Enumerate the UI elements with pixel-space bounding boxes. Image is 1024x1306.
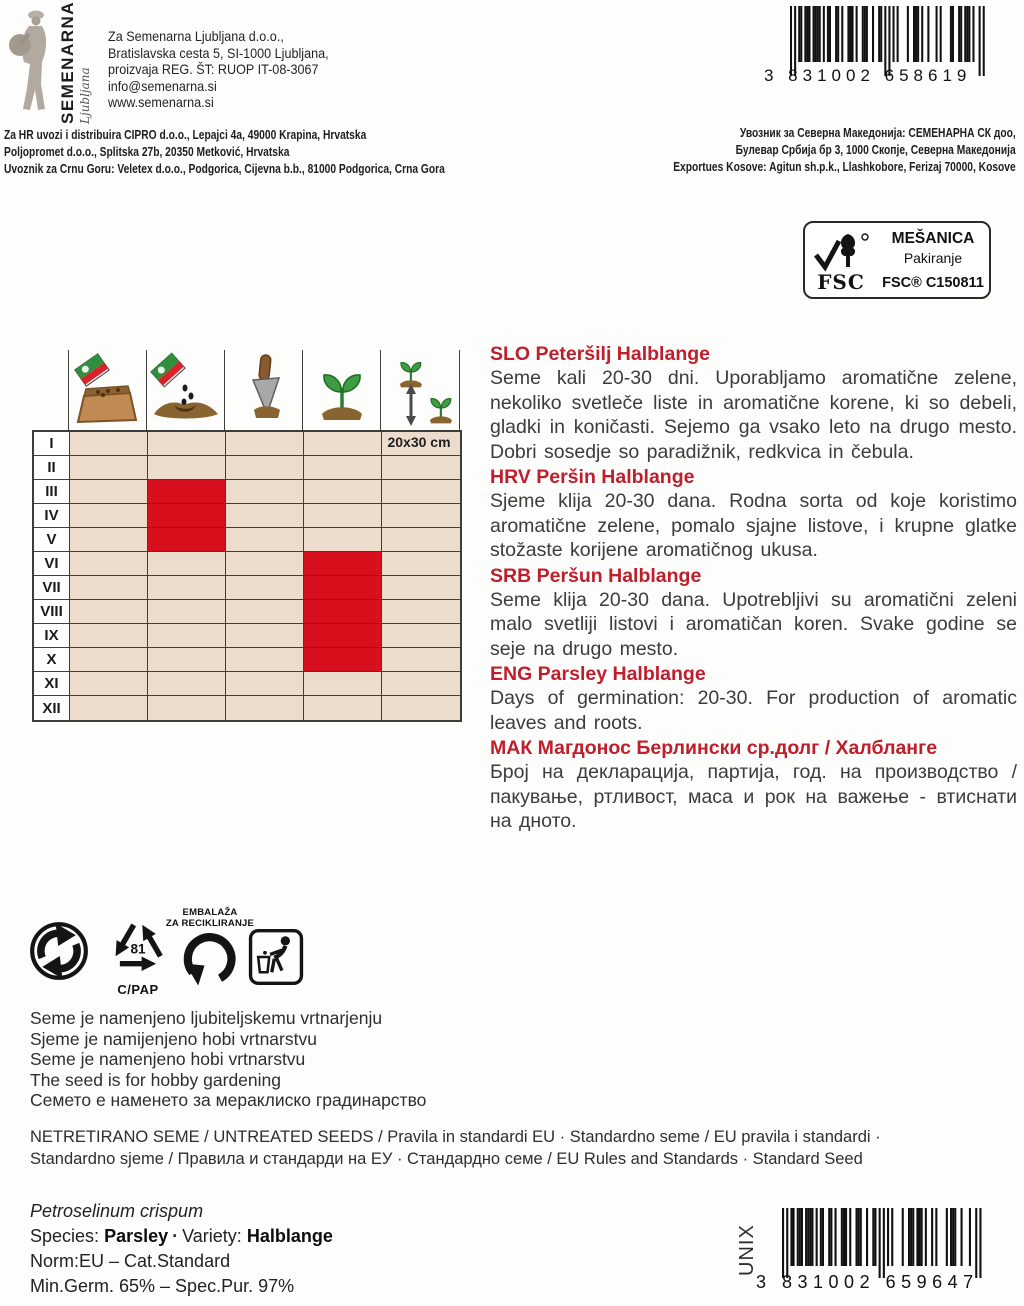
month-label: XI	[34, 672, 70, 696]
calendar-cell	[70, 432, 148, 456]
calendar-cell	[304, 624, 382, 648]
calendar-cell	[148, 504, 226, 528]
brand-name: SEMENARNA	[58, 0, 77, 124]
calendar-cell	[304, 672, 382, 696]
description-title-srb: SRB Peršun Halblange	[490, 564, 702, 587]
fsc-certification-box	[803, 221, 991, 299]
embalaza-text-line2: ZA RECIKLIRANJE	[165, 917, 255, 929]
calendar-cell	[382, 528, 460, 552]
calendar-cell	[226, 600, 304, 624]
description-body-hrv: Sjeme klija 20-30 dana. Rodna sorta od koje koristimo aromatične zelene, pomalo sjajne listove, i krupne glatke stožaste korijene aromatičnog ukusa.	[490, 490, 1017, 561]
description-title-eng: ENG Parsley Halblange	[490, 663, 706, 685]
descriptions	[490, 341, 1017, 834]
calendar-cell	[70, 528, 148, 552]
sower-logo-image	[8, 4, 60, 116]
description-title-slo: SLO Peteršilj Halblange	[490, 343, 710, 365]
calendar-cell	[304, 600, 382, 624]
variety-label: Variety:	[182, 1226, 242, 1246]
month-label: V	[34, 528, 70, 552]
brand-city: Ljubljana	[78, 67, 92, 124]
calendar-cell	[148, 624, 226, 648]
description-body-mak: Број на декларација, партија, год. на производство / пакување, ртливост, маса и рок на важење - втиснати на дното.	[490, 761, 1017, 832]
calendar-cell	[148, 648, 226, 672]
calendar-cell	[304, 528, 382, 552]
address-line: www.semenarna.si	[108, 94, 214, 110]
description-body-srb: Seme klija 20-30 dana. Upotrebljivi su aromatični zeleni malo svetliji listovi i aromatičan koren. Svake godine se seje na drugo mesto.	[490, 588, 1017, 660]
calendar-cell	[304, 456, 382, 480]
calendar-cell	[226, 696, 304, 720]
standards-line: NETRETIRANO SEME / UNTREATED SEEDS / Pravila in standardi EU · Standardno seme / EU pravila i standardi ·	[30, 1128, 881, 1146]
calendar-cell	[304, 480, 382, 504]
month-label: III	[34, 480, 70, 504]
calendar-cell	[148, 432, 226, 456]
distributors-left	[4, 127, 445, 178]
calendar-cell	[304, 576, 382, 600]
germination-line: Min.Germ. 65% – Spec.Pur. 97%	[30, 1276, 295, 1296]
plant-spacing-value: 20x30 cm	[387, 434, 451, 450]
calendar-cell	[148, 600, 226, 624]
transplant-trowel-icon	[225, 350, 303, 430]
month-label: XII	[34, 696, 70, 720]
plant-spacing-icon	[381, 350, 459, 430]
calendar-cell	[382, 600, 460, 624]
calendar-cell	[148, 480, 226, 504]
fsc-logo	[805, 229, 877, 294]
hobby-line: Seme je namenjeno ljubiteljskemu vrtnarjenju	[30, 1008, 383, 1028]
material-code-number: 81	[130, 941, 146, 957]
fsc-tree-check-icon	[810, 229, 872, 273]
month-label: I	[34, 432, 70, 456]
calendar-cell	[226, 648, 304, 672]
distributors-right	[673, 125, 1016, 176]
calendar-cell	[226, 456, 304, 480]
material-code-label: C/PAP	[117, 982, 159, 997]
fsc-product-label: Pakiranje	[903, 249, 963, 266]
calendar-cell	[70, 624, 148, 648]
distributor-line: Uvoznik za Crnu Goru: Veletex d.o.o., Podgorica, Cijevna b.b., 81000 Podgorica, Crna Gora	[4, 162, 445, 176]
calendar-cell	[382, 552, 460, 576]
sow-in-seedbed-icon	[69, 350, 147, 430]
species-variety-line	[30, 1224, 333, 1249]
calendar-cell	[148, 696, 226, 720]
barcode-bottom-number: 3 831002 659647	[756, 1272, 979, 1292]
calendar-cell	[70, 648, 148, 672]
calendar-cell	[70, 504, 148, 528]
month-label: VI	[34, 552, 70, 576]
address-line: Bratislavska cesta 5, SI-1000 Ljubljana,	[108, 44, 329, 61]
calendar-cell	[304, 648, 382, 672]
hobby-line: The seed is for hobby gardening	[30, 1069, 281, 1090]
distributor-line: Poljopromet d.o.o., Splitska 27b, 20350 Metković, Hrvatska	[4, 145, 290, 159]
packaging-line-code: UNIX	[736, 1224, 758, 1276]
month-label: IV	[34, 504, 70, 528]
calendar-cell	[70, 456, 148, 480]
calendar-cell	[382, 648, 460, 672]
address-line: proizvaja REG. ŠT: RUOP IT-08-3067	[108, 61, 319, 77]
calendar-cell	[226, 528, 304, 552]
distributor-line: Булевар Србија бр 3, 1000 Скопје, Северна Македонија	[735, 143, 1016, 157]
calendar-cell	[226, 672, 304, 696]
norm-line: Norm:EU – Cat.Standard	[30, 1251, 231, 1271]
standards-line: Standardno sjeme / Правила и стандарди на ЕУ · Стандардно семе / EU Rules and Standards · Standard Seed	[30, 1150, 863, 1168]
calendar-cell	[148, 576, 226, 600]
calendar-cell	[382, 672, 460, 696]
embalaza-text-line1: EMBALAŽA	[182, 907, 238, 918]
calendar-cell	[148, 672, 226, 696]
calendar-cell	[382, 624, 460, 648]
latin-name: Petroselinum crispum	[30, 1201, 204, 1221]
hobby-line: Seme je namenjeno hobi vrtnarstvu	[30, 1049, 306, 1069]
sowing-calendar	[32, 350, 462, 720]
calendar-cell	[70, 552, 148, 576]
calendar-cell	[304, 432, 382, 456]
calendar-cell	[226, 624, 304, 648]
fsc-license-code: FSC® C150811	[882, 274, 984, 291]
hobby-gardening-text	[30, 1008, 426, 1111]
product-info	[30, 1199, 333, 1299]
address-line: Za Semenarna Ljubljana d.o.o.,	[108, 28, 284, 44]
description-title-mak: МАК Магдонос Берлински ср.долг / Халбланге	[490, 737, 938, 759]
calendar-cell	[226, 504, 304, 528]
description-body-eng: Days of germination: 20-30. For production of aromatic leaves and roots.	[490, 687, 1017, 734]
month-label: II	[34, 456, 70, 480]
brand-block	[58, 0, 92, 124]
seed-standards-text	[30, 1126, 881, 1170]
calendar-cell	[304, 696, 382, 720]
circular-arrow-icon	[180, 929, 240, 991]
calendar-cell	[148, 456, 226, 480]
calendar-cell	[70, 696, 148, 720]
fsc-material-label: MEŠANICA	[891, 229, 975, 247]
month-label: VII	[34, 576, 70, 600]
calendar-cell	[226, 432, 304, 456]
calendar-cell	[382, 456, 460, 480]
calendar-grid	[32, 430, 462, 722]
month-label: X	[34, 648, 70, 672]
hobby-line: Sjeme je namijenjeno hobi vrtnarstvu	[30, 1028, 317, 1049]
month-label: VIII	[34, 600, 70, 624]
calendar-cell	[148, 552, 226, 576]
calendar-cell	[382, 576, 460, 600]
distributor-line: Увозник за Северна Македонија: СЕМЕНАРНА СК доо,	[740, 126, 1016, 140]
month-label: IX	[34, 624, 70, 648]
address-line: info@semenarna.si	[108, 77, 217, 94]
calendar-cell	[382, 504, 460, 528]
calendar-cell	[226, 576, 304, 600]
calendar-cell	[304, 552, 382, 576]
calendar-cell	[304, 504, 382, 528]
producer-address	[108, 28, 329, 111]
sow-outdoor-icon	[147, 350, 225, 430]
green-dot-icon	[28, 920, 90, 982]
distributor-line: Exportues Kosove: Agitun sh.p.k., Llashkobore, Ferizaj 70000, Kosove	[673, 160, 1016, 174]
calendar-cell	[70, 480, 148, 504]
distributor-line: Za HR uvozi i distribuira CIPRO d.o.o., Lepajci 4a, 49000 Krapina, Hrvatska	[4, 128, 367, 142]
growing-plant-icon	[303, 350, 381, 430]
calendar-cell	[70, 576, 148, 600]
species-label: Species:	[30, 1226, 100, 1246]
calendar-cell	[226, 552, 304, 576]
hobby-line: Семето е наменето за мераклиско градинарство	[30, 1090, 427, 1110]
species-value: Parsley	[104, 1226, 169, 1246]
calendar-header-icons	[68, 350, 460, 430]
fsc-wordmark: FSC	[817, 270, 865, 294]
calendar-cell	[70, 672, 148, 696]
variety-value: Halblange	[246, 1226, 333, 1246]
tidyman-icon	[248, 928, 304, 986]
calendar-cell	[382, 696, 460, 720]
barcode-top-number: 3 831002 658619	[764, 66, 972, 85]
calendar-cell	[148, 528, 226, 552]
calendar-cell	[382, 480, 460, 504]
separator-dot: ·	[172, 1226, 179, 1246]
description-body-slo: Seme kali 20-30 dni. Uporabljamo aromatične zelene, nekoliko svetleče liste in aromatične korene, ki so debeli, gladki in koničasti. Sejemo ga vsako leto na drugo mesto. Dobri sosedje so paradižnik, redkvica in čebula.	[490, 367, 1017, 463]
calendar-cell	[226, 480, 304, 504]
description-title-hrv: HRV Peršin Halblange	[490, 466, 695, 488]
calendar-cell	[70, 600, 148, 624]
